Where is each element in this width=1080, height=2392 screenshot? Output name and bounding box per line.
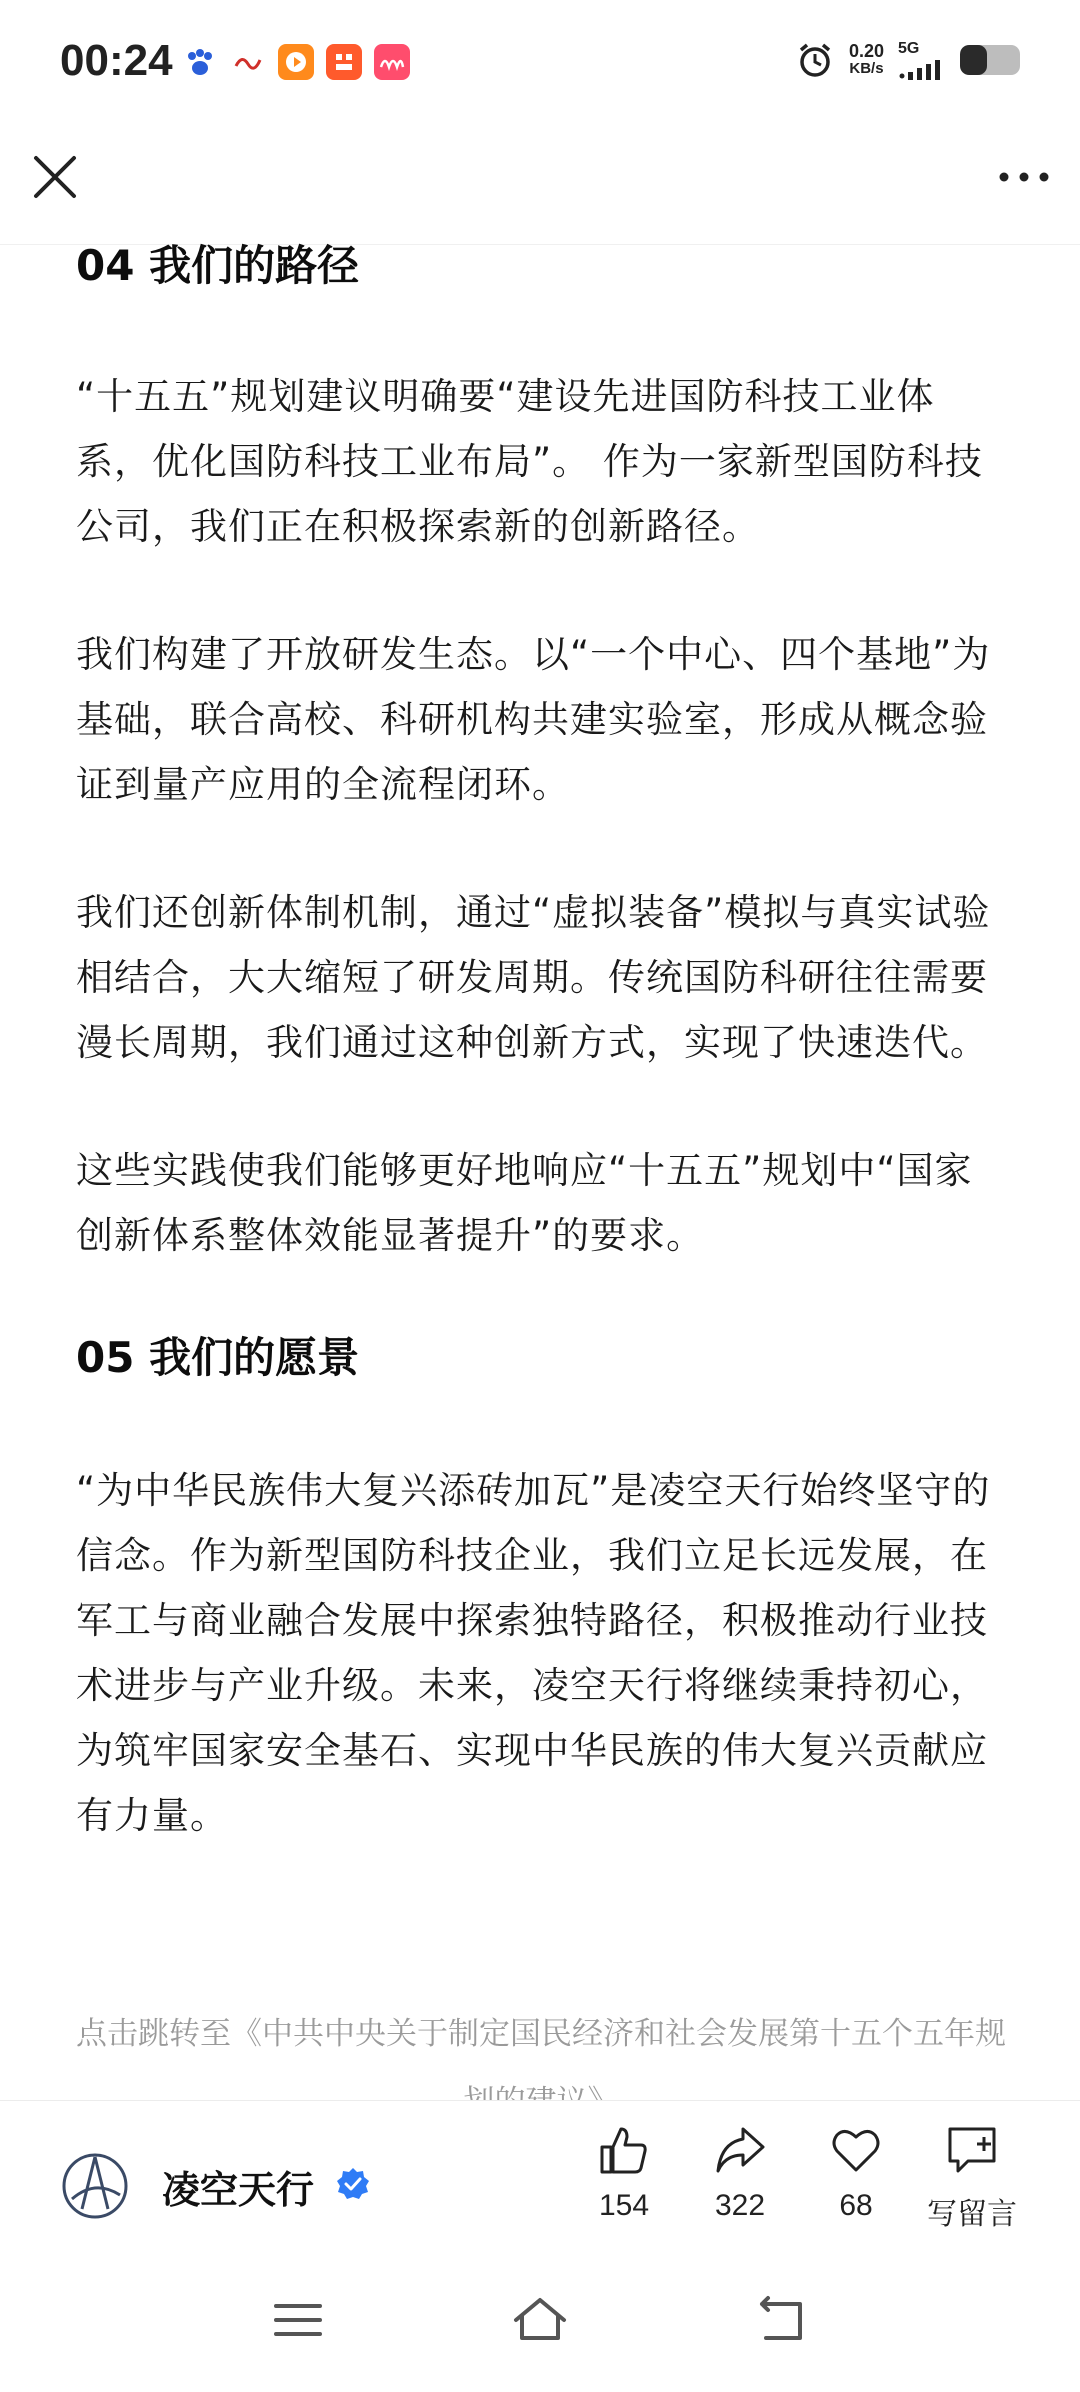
back-icon[interactable]	[752, 2290, 812, 2350]
notification-icons	[182, 44, 410, 80]
section-title-path: 04 我们的路径	[76, 241, 360, 290]
comment-add-icon	[944, 2123, 1000, 2177]
account-name[interactable]: 凌空天行	[162, 2168, 315, 2212]
baidu-app-icon	[182, 44, 218, 80]
people-daily-app-icon	[230, 44, 266, 80]
menu-icon[interactable]	[268, 2290, 328, 2350]
paragraph: “十五五”规划建议明确要“建设先进国防科技工业体系，优化国防科技工业布局”。 作为一家新型国防科技公司，我们正在积极探索新的创新路径。	[76, 375, 983, 548]
favorite-button[interactable]: 68	[801, 2123, 911, 2223]
article-bottom-bar	[0, 2100, 1080, 2251]
paragraph: 我们还创新体制机制，通过“虚拟装备”模拟与真实试验相结合，大大缩短了研发周期。传统国防科研往往需要漫长周期，我们通过这种创新方式，实现了快速迭代。	[76, 891, 991, 1064]
battery-fill	[960, 45, 987, 75]
status-bar	[0, 0, 1080, 130]
more-options-icon[interactable]	[994, 152, 1054, 202]
section-title-vision: 05 我们的愿景	[76, 1333, 360, 1382]
lofter-app-icon	[374, 44, 410, 80]
shopping-app-icon	[326, 44, 362, 80]
clock: 00:24	[60, 36, 173, 85]
paragraph: “为中华民族伟大复兴添砖加瓦”是凌空天行始终坚守的信念。作为新型国防科技企业，我们立足长远发展，在军工与商业融合发展中探索独特路径，积极推动行业技术进步与产业升级。未来，凌空天行将继续秉持初心，为筑牢国家安全基石、实现中华民族的伟大复兴贡献应有力量。	[76, 1469, 991, 1837]
account-avatar[interactable]	[60, 2151, 130, 2221]
video-app-icon	[278, 44, 314, 80]
plan-link[interactable]: 点击跳转至《中共中央关于制定国民经济和社会发展第十五个五年规	[76, 2016, 1006, 2052]
system-nav-bar	[0, 2250, 1080, 2392]
paragraph: 我们构建了开放研发生态。以“一个中心、四个基地”为基础，联合高校、科研机构共建实验室，形成从概念验证到量产应用的全流程闭环。	[76, 633, 991, 806]
signal-icon	[898, 58, 946, 80]
net-speed: 0.20 KB/s	[848, 41, 884, 77]
thumbs-up-icon	[597, 2123, 651, 2177]
home-icon[interactable]	[510, 2290, 570, 2350]
article-top-bar	[0, 130, 1080, 245]
system-indicators	[795, 40, 1020, 80]
article-body	[76, 236, 1006, 1848]
alarm-icon	[795, 40, 835, 80]
comment-button[interactable]: 写留言	[917, 2123, 1027, 2233]
heart-icon	[829, 2123, 883, 2177]
like-button[interactable]: 154	[569, 2123, 679, 2223]
verified-badge-icon	[336, 2167, 370, 2201]
battery-icon	[960, 45, 1020, 75]
share-button[interactable]: 322	[685, 2123, 795, 2223]
close-icon[interactable]	[30, 152, 80, 202]
share-icon	[713, 2123, 767, 2177]
paragraph: 这些实践使我们能够更好地响应“十五五”规划中“国家创新体系整体效能显著提升”的要求。	[76, 1149, 973, 1257]
signal-indicator: 5G	[898, 40, 946, 80]
